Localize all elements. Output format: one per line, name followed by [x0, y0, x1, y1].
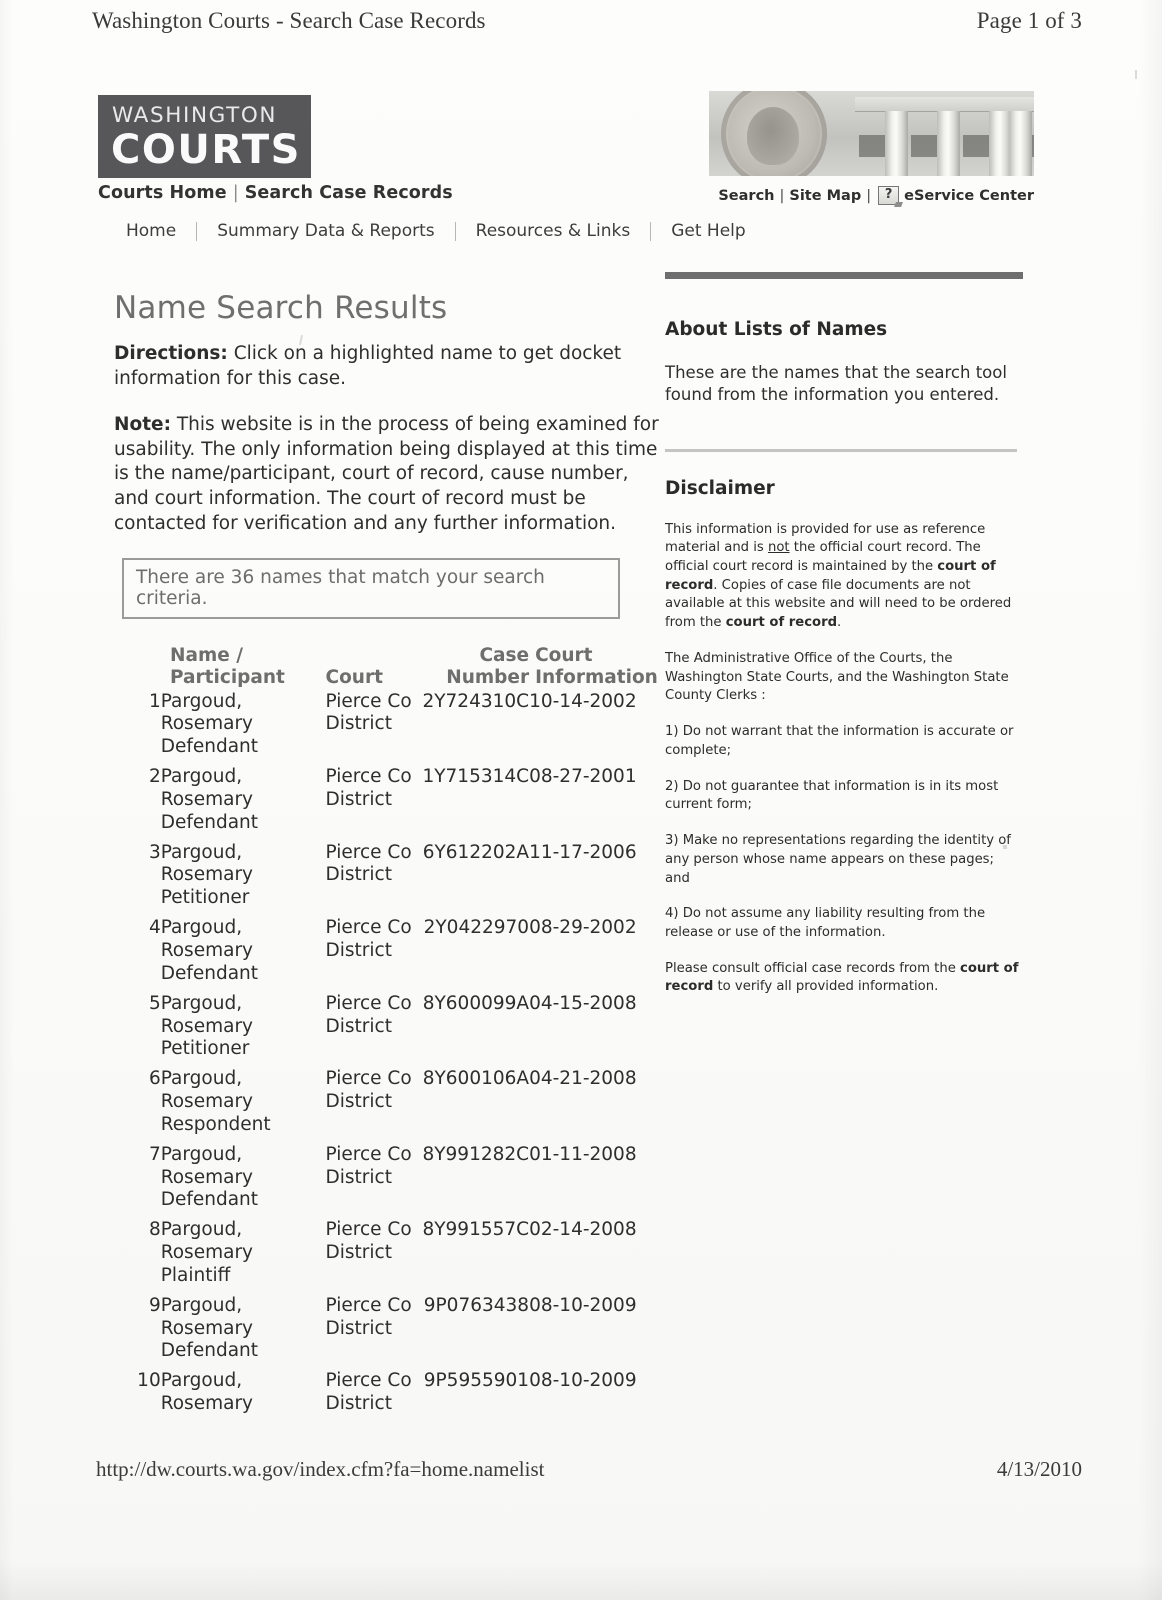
- left-column: [114, 290, 659, 1416]
- row-court-information: 08-10-2009: [529, 1370, 637, 1392]
- page-title: Name Search Results: [114, 290, 448, 326]
- spacer-cell: [124, 835, 659, 842]
- row-court-cell: [326, 766, 417, 835]
- row-court-line2: District: [325, 1317, 392, 1339]
- row-name-cell[interactable]: [161, 691, 326, 760]
- state-seal-icon: [721, 91, 827, 176]
- util-site-map-link[interactable]: Site Map: [789, 187, 862, 204]
- row-name-last: Pargoud,: [160, 1143, 243, 1165]
- row-case-number: 1Y715314C: [422, 766, 530, 788]
- row-court-information: 04-15-2008: [529, 992, 637, 1014]
- capitol-masthead-image: [709, 91, 1034, 176]
- row-name-last: Pargoud,: [160, 1370, 243, 1392]
- row-case-number: 8Y991557C: [422, 1219, 530, 1241]
- header-case-line2: Number: [446, 667, 530, 689]
- row-court-line2: District: [325, 713, 392, 735]
- row-court-cell: [326, 993, 417, 1062]
- row-court-information: 01-11-2008: [529, 1143, 637, 1165]
- directions-paragraph: [114, 342, 659, 391]
- disclaimer-not-emphasis: not: [767, 540, 790, 556]
- row-court-line1: Pierce Co: [325, 1370, 412, 1392]
- row-court-cell: [326, 1370, 417, 1416]
- row-court-line2: District: [325, 1015, 392, 1037]
- disclaimer-heading: Disclaimer: [665, 477, 775, 499]
- masthead-columns: [859, 111, 1034, 176]
- sidebar-divider-rule: [665, 449, 1017, 452]
- util-separator-1: |: [779, 187, 785, 204]
- subnav-item-resources-links[interactable]: Resources & Links: [475, 221, 631, 241]
- disclaimer-item-3: 3) Make no representations regarding the identity of any person whose name appears on these pages; and: [665, 833, 1011, 886]
- disclaimer-paragraph-3: [665, 960, 1021, 997]
- disclaimer-p3-part-a: Please consult official case records from the: [665, 960, 960, 976]
- table-row[interactable]: [124, 1068, 659, 1137]
- disclaimer-paragraph-2: The Administrative Office of the Courts, the Washington State Courts, and the Washington State County Clerks :: [665, 650, 1009, 704]
- masthead-column: [937, 111, 960, 176]
- disclaimer-paragraph-1: [665, 521, 1021, 633]
- row-name-cell[interactable]: [161, 1144, 326, 1213]
- row-name-last: Pargoud,: [160, 1294, 243, 1316]
- row-court-line2: District: [325, 1166, 392, 1188]
- row-court-line1: Pierce Co: [325, 841, 412, 863]
- row-name-cell[interactable]: [161, 1370, 326, 1416]
- column-header-court-information[interactable]: [529, 645, 659, 690]
- table-row[interactable]: [124, 917, 659, 986]
- disclaimer-item-4: 4) Do not assume any liability resulting from the release or use of the information.: [665, 906, 986, 941]
- table-row[interactable]: [124, 691, 659, 760]
- row-name-cell[interactable]: [161, 917, 326, 986]
- row-name-first: Rosemary: [160, 1242, 253, 1264]
- row-court-line1: Pierce Co: [325, 766, 412, 788]
- scan-artifact: [1135, 70, 1137, 79]
- row-name-last: Pargoud,: [160, 1219, 243, 1241]
- row-participant-role: Defendant: [160, 1340, 259, 1362]
- directions-label: Directions:: [114, 343, 228, 364]
- row-name-last: Pargoud,: [160, 690, 243, 712]
- row-court-information: 04-21-2008: [529, 1068, 637, 1090]
- sidebar-top-rule: [665, 272, 1023, 279]
- row-index: 8: [148, 1219, 161, 1241]
- table-head: [124, 645, 659, 690]
- logo-line-washington: WASHINGTON: [112, 103, 278, 128]
- right-sidebar: [665, 272, 1027, 1014]
- header-info-line1: Court: [535, 645, 593, 667]
- row-index: 7: [148, 1143, 161, 1165]
- icon-tail: [894, 202, 903, 207]
- row-case-number: 6Y612202A: [422, 841, 530, 863]
- search-results-table: [124, 645, 659, 1416]
- masthead-entablature: [855, 97, 1034, 111]
- header-court-line1: Court: [325, 667, 383, 689]
- row-court-cell: [326, 917, 417, 986]
- page-edge-shadow-bottom: [0, 1560, 1162, 1600]
- row-spacer: [124, 1363, 659, 1370]
- row-index: 2: [148, 766, 161, 788]
- column-header-court[interactable]: [326, 645, 417, 690]
- print-footer-date: 4/13/2010: [996, 1457, 1082, 1481]
- table-row[interactable]: [124, 766, 659, 835]
- utility-navigation: [709, 186, 1034, 205]
- row-court-information: 08-29-2002: [529, 917, 637, 939]
- row-index: 3: [148, 841, 161, 863]
- row-court-line1: Pierce Co: [325, 690, 412, 712]
- util-search-link[interactable]: Search: [718, 187, 775, 204]
- disclaimer-p1-part-a: This information is provided for use as reference material and is: [665, 521, 986, 556]
- row-court-cell: [326, 691, 417, 760]
- disclaimer-p1-part-b: the official court record. The official court record is maintained by the: [665, 540, 981, 574]
- nav-separator: |: [232, 183, 239, 203]
- disclaimer-p1-part-d: .: [837, 615, 842, 631]
- row-court-information: 02-14-2008: [529, 1219, 637, 1241]
- row-court-line2: District: [325, 1242, 392, 1264]
- masthead-column: [885, 111, 908, 176]
- row-spacer: [124, 1061, 659, 1068]
- row-court-information: 08-10-2009: [529, 1294, 637, 1316]
- row-name-first: Rosemary: [160, 1015, 253, 1037]
- table-row[interactable]: [124, 1295, 659, 1364]
- header-name-line1: Name /: [170, 645, 243, 667]
- disclaimer-item-1: 1) Do not warrant that the information is accurate or complete;: [665, 724, 1014, 758]
- row-spacer: [124, 759, 659, 766]
- row-court-cell: [326, 1295, 417, 1364]
- disclaimer-p1-part-c: . Copies of case file documents are not available at this website and will need to be ordered from the: [665, 577, 1012, 631]
- row-court-cell: [326, 842, 417, 911]
- table-body: [124, 691, 659, 1416]
- row-participant-role: Respondent: [160, 1113, 271, 1135]
- row-court-information: 08-27-2001: [529, 766, 637, 788]
- disclaimer-p3-part-b: to verify all provided information.: [713, 979, 939, 995]
- print-header: [92, 8, 1082, 34]
- row-name-cell[interactable]: [161, 842, 326, 911]
- row-index: 1: [148, 690, 161, 712]
- question-mark-icon[interactable]: [878, 186, 899, 205]
- nav-search-case-records[interactable]: Search Case Records: [244, 183, 453, 203]
- row-participant-role: Defendant: [160, 811, 259, 833]
- column-header-name-participant[interactable]: [124, 645, 326, 690]
- row-name-last: Pargoud,: [160, 992, 243, 1014]
- row-case-number: 2Y724310C: [422, 690, 530, 712]
- note-paragraph: [114, 413, 659, 536]
- row-participant-role: Defendant: [160, 736, 259, 758]
- row-court-cell: [326, 1144, 417, 1213]
- masthead-column: [1009, 111, 1032, 176]
- table-row[interactable]: [124, 842, 659, 911]
- spacer-cell: [124, 1288, 659, 1295]
- print-footer-url: http://dw.courts.wa.gov/index.cfm?fa=home.namelist: [96, 1457, 545, 1481]
- column-header-case-number[interactable]: [417, 645, 529, 690]
- row-court-line2: District: [325, 788, 392, 810]
- row-name-first: Rosemary: [160, 864, 253, 886]
- print-header-page-number: Page 1 of 3: [976, 8, 1082, 33]
- print-footer: [96, 1457, 1082, 1482]
- row-participant-role: Defendant: [160, 1189, 259, 1211]
- about-lists-text: These are the names that the search tool found from the information you entered.: [665, 363, 1007, 405]
- result-count-box: [122, 558, 620, 619]
- subnav-item-get-help[interactable]: Get Help: [671, 221, 746, 241]
- row-name-cell[interactable]: [161, 1219, 326, 1288]
- row-index: 10: [137, 1370, 161, 1392]
- row-court-line1: Pierce Co: [325, 1143, 412, 1165]
- row-name-cell[interactable]: [161, 993, 326, 1062]
- row-name-first: Rosemary: [160, 939, 253, 961]
- header-info-line2: Information: [535, 667, 658, 689]
- table-row[interactable]: [124, 1219, 659, 1288]
- note-text: This website is in the process of being examined for usability. The only information being displayed at this time is the name/participant, court of record, cause number, and court information. The court of record must be contacted for verification and any further information.: [114, 414, 659, 534]
- row-index: 4: [148, 917, 161, 939]
- row-court-cell: [326, 1068, 417, 1137]
- spacer-cell: [124, 1363, 659, 1370]
- row-participant-role: Petitioner: [160, 1038, 250, 1060]
- logo-line-courts: COURTS: [111, 126, 301, 173]
- row-name-first: Rosemary: [160, 1091, 253, 1113]
- util-eservice-center-link[interactable]: eService Center: [904, 187, 1034, 204]
- row-case-number: 9P0763438: [423, 1294, 530, 1316]
- row-court-line2: District: [325, 1393, 392, 1415]
- row-index: 5: [148, 992, 161, 1014]
- row-name-last: Pargoud,: [160, 1068, 243, 1090]
- note-label: Note:: [114, 414, 171, 436]
- header-name-line2: Participant: [170, 667, 285, 689]
- row-case-number: 8Y600099A: [422, 992, 530, 1014]
- spacer-cell: [124, 1061, 659, 1068]
- row-spacer: [124, 986, 659, 993]
- spacer-cell: [124, 986, 659, 993]
- spacer-cell: [124, 1212, 659, 1219]
- row-name-cell[interactable]: [161, 766, 326, 835]
- court-of-record-emphasis: court of record: [725, 615, 838, 631]
- row-spacer: [124, 1212, 659, 1219]
- row-index: 9: [148, 1294, 161, 1316]
- subnav-item-summary-data-reports[interactable]: Summary Data & Reports: [217, 221, 435, 241]
- disclaimer-item-2: 2) Do not guarantee that information is in its most current form;: [665, 778, 999, 813]
- row-case-number: 8Y991282C: [422, 1143, 530, 1165]
- secondary-navigation: [126, 221, 766, 241]
- table-header-row: [124, 645, 659, 690]
- result-count-text: There are 36 names that match your search criteria.: [136, 567, 545, 610]
- row-participant-role: Plaintiff: [160, 1264, 231, 1286]
- row-name-first: Rosemary: [160, 1166, 253, 1188]
- row-court-line2: District: [325, 939, 392, 961]
- row-name-last: Pargoud,: [160, 841, 243, 863]
- primary-navigation: [98, 183, 453, 203]
- print-header-title: Washington Courts - Search Case Records: [92, 8, 486, 33]
- table-row[interactable]: [124, 993, 659, 1062]
- subnav-item-home[interactable]: Home: [126, 221, 177, 241]
- row-court-information: 11-17-2006: [529, 841, 637, 863]
- row-name-first: Rosemary: [160, 1393, 253, 1415]
- row-case-number: 8Y600106A: [422, 1068, 530, 1090]
- row-name-first: Rosemary: [160, 1317, 253, 1339]
- court-of-record-emphasis: court of record: [665, 559, 996, 593]
- row-name-first: Rosemary: [160, 713, 253, 735]
- row-spacer: [124, 1137, 659, 1144]
- row-court-line1: Pierce Co: [325, 1068, 412, 1090]
- row-court-cell: [326, 1219, 417, 1288]
- row-case-number: 9P5955901: [423, 1370, 530, 1392]
- table-row[interactable]: [124, 1370, 659, 1416]
- row-name-cell[interactable]: [161, 1068, 326, 1137]
- row-court-line2: District: [325, 864, 392, 886]
- row-court-information: 10-14-2002: [529, 690, 637, 712]
- row-court-line1: Pierce Co: [325, 1219, 412, 1241]
- row-index: 6: [148, 1068, 161, 1090]
- nav-courts-home[interactable]: Courts Home: [98, 183, 227, 203]
- court-of-record-emphasis: court of record: [665, 960, 1019, 995]
- row-case-number: 2Y0422970: [423, 917, 530, 939]
- spacer-cell: [124, 910, 659, 917]
- row-spacer: [124, 910, 659, 917]
- page-edge-shadow-left: [0, 0, 14, 1600]
- row-participant-role: Defendant: [160, 962, 259, 984]
- row-court-line2: District: [325, 1091, 392, 1113]
- table-row[interactable]: [124, 1144, 659, 1213]
- directions-text: Click on a highlighted name to get docket information for this case.: [114, 343, 622, 389]
- util-separator-2: |: [866, 187, 872, 204]
- row-participant-role: Petitioner: [160, 887, 250, 909]
- about-lists-heading: About Lists of Names: [665, 319, 888, 340]
- question-mark-glyph: ?: [884, 187, 893, 202]
- row-court-line1: Pierce Co: [325, 992, 412, 1014]
- row-court-line1: Pierce Co: [325, 1294, 412, 1316]
- row-name-last: Pargoud,: [160, 766, 243, 788]
- header-case-line1: Case: [479, 645, 530, 667]
- row-name-first: Rosemary: [160, 788, 253, 810]
- spacer-cell: [124, 759, 659, 766]
- washington-courts-logo[interactable]: [98, 95, 311, 178]
- row-name-cell[interactable]: [161, 1295, 326, 1364]
- row-name-last: Pargoud,: [160, 917, 243, 939]
- row-spacer: [124, 1288, 659, 1295]
- row-spacer: [124, 835, 659, 842]
- page-edge-shadow-right: [1138, 0, 1162, 1600]
- spacer-cell: [124, 1137, 659, 1144]
- row-court-line1: Pierce Co: [325, 917, 412, 939]
